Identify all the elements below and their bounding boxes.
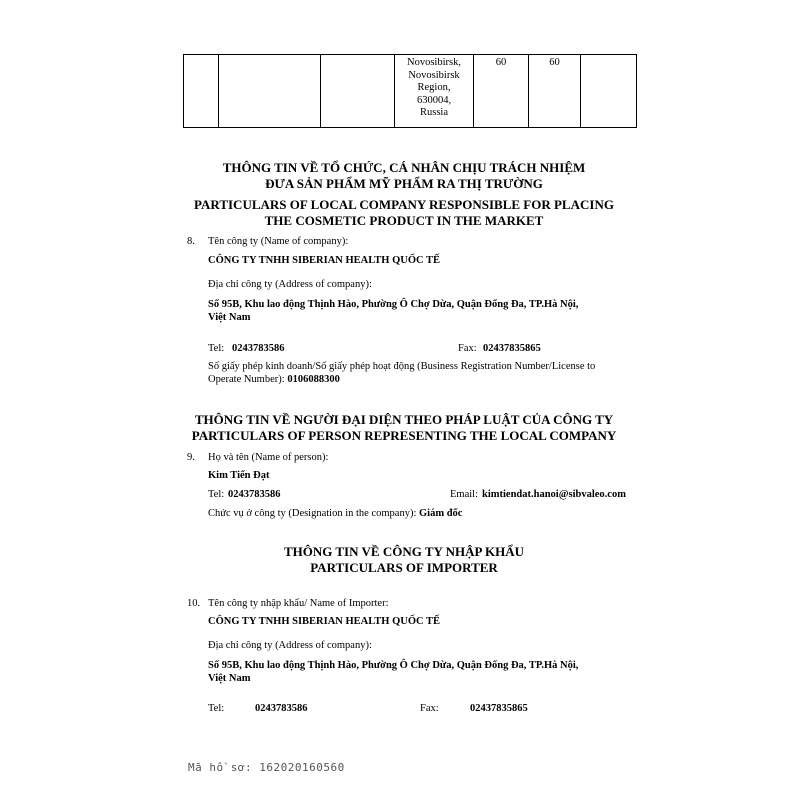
- tel-label: Tel:: [208, 489, 225, 500]
- tel-label: Tel:: [208, 703, 225, 714]
- tel-value: 0243783586: [228, 489, 281, 500]
- license-label: Số giấy phép kinh doanh/Số giấy phép hoạt động (Business Registration Number/License to: [208, 361, 596, 372]
- address-line: Russia: [419, 107, 448, 118]
- importer-address: Việt Nam: [208, 673, 251, 684]
- tel-value: 0243783586: [232, 343, 285, 354]
- fax-value: 02437835865: [470, 703, 528, 714]
- item-number: 10.: [187, 598, 201, 609]
- section-heading-en: PARTICULARS OF LOCAL COMPANY RESPONSIBLE FOR PLACING: [194, 197, 614, 212]
- importer-address: Số 95B, Khu lao động Thịnh Hào, Phường Ô Chợ Dừa, Quận Đống Đa, TP.Hà Nội,: [208, 660, 579, 671]
- address-label: Địa chỉ công ty (Address of company):: [208, 640, 372, 651]
- company-address: Việt Nam: [208, 312, 251, 323]
- license-line: [208, 373, 340, 386]
- license-label: Operate Number):: [208, 374, 285, 385]
- fax-label: Fax:: [420, 703, 439, 714]
- table-cell: [184, 55, 219, 128]
- table-cell: [581, 55, 637, 128]
- fax-value: 02437835865: [483, 343, 541, 354]
- license-number: 0106088300: [287, 374, 340, 385]
- table-cell: [219, 55, 321, 128]
- designation-label: Chức vụ ở công ty (Designation in the company):: [208, 508, 417, 519]
- record-number: Mã hồ sơ: 162020160560: [188, 761, 345, 774]
- address-label: Địa chỉ công ty (Address of company):: [208, 279, 372, 290]
- name-label: Họ và tên (Name of person):: [208, 452, 329, 463]
- designation-line: [208, 507, 462, 520]
- address-line: Novosibirsk,: [407, 57, 461, 68]
- tel-value: 0243783586: [255, 703, 308, 714]
- email-value: kimtiendat.hanoi@sibvaleo.com: [482, 489, 626, 500]
- section-heading-vi: ĐƯA SẢN PHẨM MỸ PHẨM RA THỊ TRƯỜNG: [265, 176, 543, 191]
- section-heading-en: THE COSMETIC PRODUCT IN THE MARKET: [264, 213, 544, 228]
- table-row: [184, 55, 637, 128]
- section-heading-en: PARTICULARS OF PERSON REPRESENTING THE LOCAL COMPANY: [191, 428, 617, 443]
- manufacturer-address-cell: [395, 55, 474, 128]
- person-name: Kim Tiến Đạt: [208, 470, 270, 481]
- tel-label: Tel:: [208, 343, 225, 354]
- company-address: Số 95B, Khu lao động Thịnh Hào, Phường Ô Chợ Dừa, Quận Đống Đa, TP.Hà Nội,: [208, 299, 579, 310]
- item-number: 9.: [187, 452, 195, 463]
- quantity-cell: 60: [474, 55, 529, 128]
- importer-name: CÔNG TY TNHH SIBERIAN HEALTH QUỐC TẾ: [208, 616, 441, 627]
- company-name: CÔNG TY TNHH SIBERIAN HEALTH QUỐC TẾ: [208, 255, 441, 266]
- company-label: Tên công ty (Name of company):: [208, 236, 349, 247]
- email-label: Email:: [450, 489, 478, 500]
- table-cell: [321, 55, 395, 128]
- address-line: 630004,: [416, 94, 452, 106]
- product-table: [183, 54, 637, 128]
- item-number: 8.: [187, 236, 195, 247]
- section-heading-en: PARTICULARS OF IMPORTER: [310, 560, 498, 575]
- section-heading-vi: THÔNG TIN VỀ TỔ CHỨC, CÁ NHÂN CHỊU TRÁCH NHIỆM: [222, 160, 586, 175]
- section-heading-vi: THÔNG TIN VỀ NGƯỜI ĐẠI DIỆN THEO PHÁP LUẬT CỦA CÔNG TY: [194, 412, 614, 427]
- address-line: Region,: [417, 82, 451, 93]
- quantity-cell: 60: [529, 55, 581, 128]
- section-heading-vi: THÔNG TIN VỀ CÔNG TY NHẬP KHẨU: [283, 544, 525, 559]
- importer-label: Tên công ty nhập khẩu/ Name of Importer:: [208, 598, 389, 609]
- designation-value: Giám đốc: [419, 508, 463, 519]
- address-line: Novosibirsk: [408, 69, 460, 81]
- fax-label: Fax:: [458, 343, 477, 354]
